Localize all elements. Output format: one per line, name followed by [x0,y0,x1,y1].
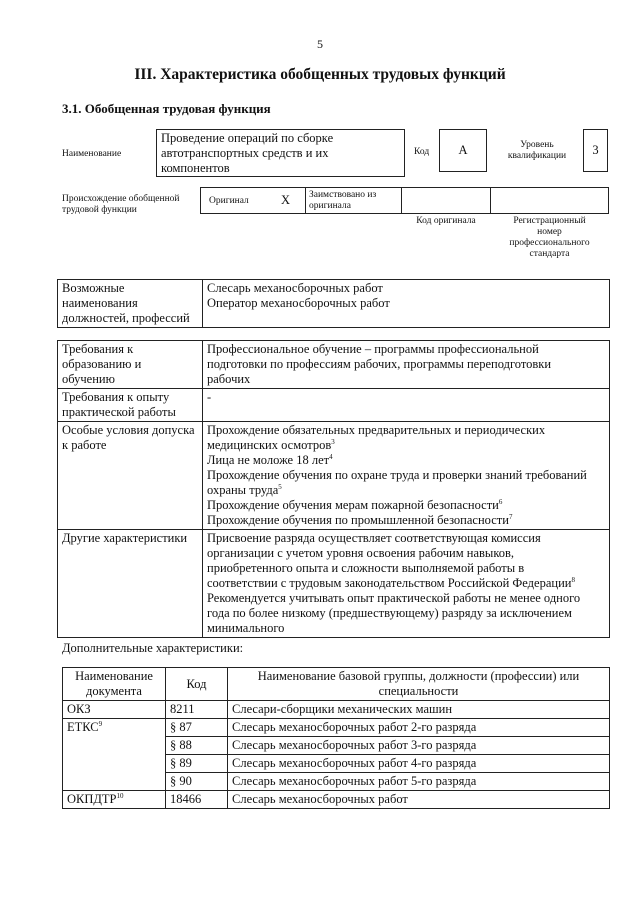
req-line [207,498,605,513]
name-cell: Слесари-сборщики механических машин [228,701,610,719]
origin-divider [490,188,491,213]
table-row [58,341,610,389]
position-item: Слесарь механосборочных работ [207,281,383,295]
text-fragment [58,341,610,638]
req-line [207,546,605,561]
footnote-ref: 6 [498,497,503,506]
req-line [207,357,605,372]
additional-title: Дополнительные характеристики: [62,641,244,655]
text-fragment: Прохождение обязательных предварительных и периодических [207,423,546,437]
requirements-table [57,340,610,638]
code-cell: 18466 [166,791,228,809]
table-row [58,422,610,530]
level-label-line: Уровень [520,140,554,150]
name-cell: Слесарь механосборочных работ 2-го разряда [228,719,610,737]
text-fragment: охраны труда [207,483,279,497]
table-row [63,719,610,737]
footnote-ref: 8 [571,575,575,584]
table-row [58,389,610,422]
req-line [207,453,605,468]
level-label [496,140,578,162]
req-line [207,576,605,591]
positions-values [203,280,610,328]
origin-divider [305,188,306,213]
name-cell: Слесарь механосборочных работ 4-го разряда [228,755,610,773]
positions-label-line: должностей, профессий [62,311,190,325]
borrowed-label [309,190,376,212]
text-fragment: документа [86,684,142,698]
page-number: 5 [317,37,323,51]
positions-table [57,279,610,328]
text-fragment: приобретенного опыта и сложности выполняемой работы в [207,561,525,575]
req-line [207,531,605,546]
table-row [58,530,610,638]
text-fragment: Прохождение обучения по промышленной безопасности [207,513,509,527]
text-fragment: медицинских осмотров [207,438,332,452]
origin-box [200,187,609,214]
footnote-ref: 10 [116,791,124,800]
additional-table [62,667,610,809]
table-row [63,791,610,809]
positions-label [58,280,203,328]
req-label [58,530,203,638]
borrowed-label-line: Заимствовано из [309,190,377,200]
code-cell: § 87 [166,719,228,737]
doc-cell [63,701,166,719]
original-label: Оригинал [209,196,249,206]
function-name-line: автотранспортных средств и их [161,146,329,160]
reg-number-caption [490,216,609,260]
code-cell: § 89 [166,755,228,773]
footnote-ref: 7 [508,512,513,521]
req-label [58,341,203,389]
origin-label-line: Происхождение обобщенной [62,194,180,204]
origin-divider [401,188,402,213]
reg-caption-line: номер [537,227,562,237]
req-line [207,483,605,498]
table-row [63,668,610,701]
level-label-line: квалификации [507,151,567,161]
text-fragment: - [207,390,212,404]
req-line [207,468,605,483]
text-fragment: Наименование [75,669,153,683]
origin-label-line: трудовой функции [62,205,137,215]
req-label-line: образованию и [62,357,142,371]
positions-label-line: Возможные [62,281,125,295]
function-name-box [156,129,405,177]
req-line [207,342,605,357]
text-fragment: Лица не моложе 18 лет [207,453,330,467]
reg-caption-line: профессионального [509,238,590,248]
req-line [207,606,605,621]
footnote-ref: 9 [98,719,103,728]
code-cell: 8211 [166,701,228,719]
position-item: Оператор механосборочных работ [207,296,390,310]
req-value [203,389,610,422]
text-fragment: организации с учетом уровня освоения рабочим навыков, [207,546,515,560]
req-label-line: обучению [62,372,115,386]
req-line [207,423,605,438]
table-row [58,280,610,328]
name-cell: Слесарь механосборочных работ 5-го разряда [228,773,610,791]
text-fragment: ОКЗ [67,702,91,716]
doc-cell [63,791,166,809]
req-value [203,422,610,530]
req-line [207,390,605,405]
table-row [63,701,610,719]
header-doc [63,668,166,701]
req-label [58,389,203,422]
req-line [207,372,605,387]
code-cell: § 88 [166,737,228,755]
text-fragment: соответствии с трудовым законодательством Российской Федерации [207,576,572,590]
text-fragment: года по более низкому (предшествующему) разряду за исключением [207,606,572,620]
code-label: Код [414,147,430,157]
origin-label [62,194,180,216]
req-line [207,513,605,528]
function-name-line: Проведение операций по сборке [161,131,334,145]
name-cell: Слесарь механосборочных работ [228,791,610,809]
text-fragment [58,280,610,328]
text-fragment: Прохождение обучения по охране труда и проверки знаний требований [207,468,587,482]
positions-label-line: наименования [62,296,138,310]
req-line [207,591,605,606]
req-value [203,341,610,389]
name-label: Наименование [62,149,122,159]
text-fragment: Наименование базовой группы, должности (профессии) или [257,669,580,683]
function-name-line: компонентов [161,161,230,175]
req-line [207,561,605,576]
text-fragment: ЕТКС [67,720,99,734]
code-value: A [439,129,487,172]
original-mark: X [281,193,291,207]
name-cell: Слесарь механосборочных работ 3-го разряда [228,737,610,755]
text-fragment [63,668,610,809]
text-fragment: подготовки по профессиям рабочих, программы переподготовки [207,357,552,371]
text-fragment: Профессиональное обучение – программы профессиональной [207,342,539,356]
text-fragment: рабочих [207,372,251,386]
level-value: 3 [583,129,608,172]
text-fragment: специальности [378,684,459,698]
footnote-ref: 5 [278,482,282,491]
text-fragment: Прохождение обучения мерам пожарной безопасности [207,498,499,512]
req-label-line: Требования к [62,342,134,356]
reg-caption-line: стандарта [529,249,570,259]
req-label [58,422,203,530]
text-fragment: Присвоение разряда осуществляет соответствующая комиссия [207,531,541,545]
header-name [228,668,610,701]
req-label-line: Особые условия допуска [62,423,195,437]
req-line [207,621,605,636]
header-code: Код [166,668,228,701]
text-fragment: Рекомендуется учитывать опыт практической работы не менее одного [207,591,581,605]
footnote-ref: 3 [331,437,335,446]
text-fragment: минимального [207,621,285,635]
req-label-line: Требования к опыту [62,390,170,404]
code-original-caption: Код оригинала [416,216,476,226]
code-cell: § 90 [166,773,228,791]
doc-cell [63,719,166,791]
req-value [203,530,610,638]
req-line [207,438,605,453]
borrowed-label-line: оригинала [309,201,351,211]
req-label-line: к работе [62,438,107,452]
text-fragment: ОКПДТР [67,792,117,806]
footnote-ref: 4 [329,452,333,461]
req-label-line: практической работы [62,405,176,419]
subsection-title: 3.1. Обобщенная трудовая функция [62,101,271,116]
section-title: III. Характеристика обобщенных трудовых функций [134,66,506,83]
req-label-line: Другие характеристики [62,531,188,545]
reg-caption-line: Регистрационный [513,216,586,226]
